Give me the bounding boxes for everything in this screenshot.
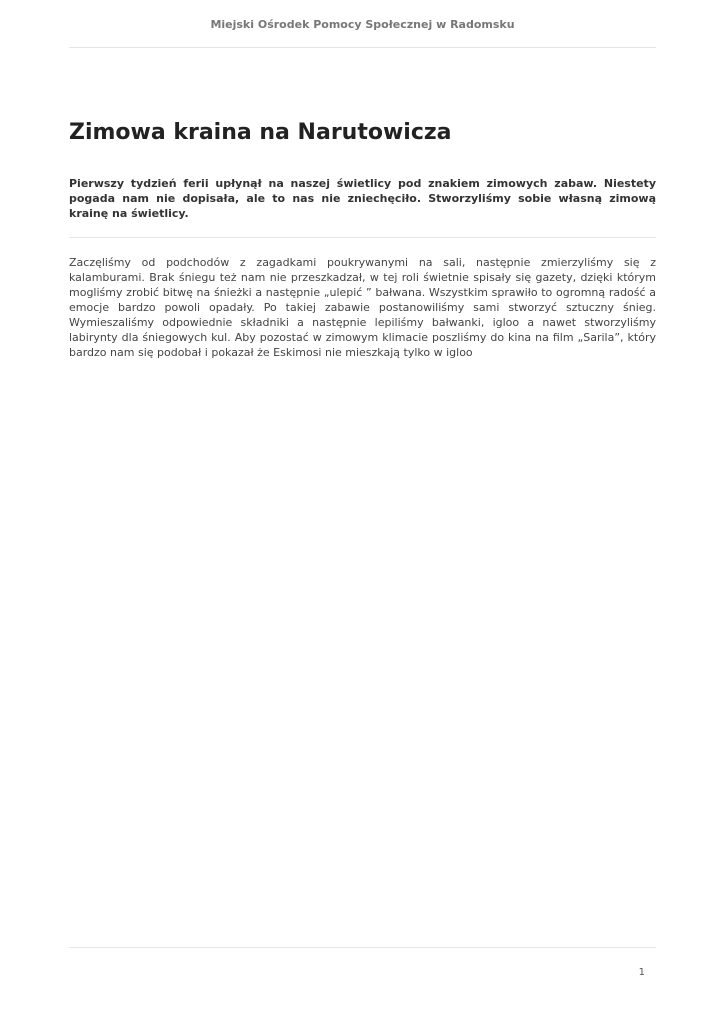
lead-divider: [69, 237, 656, 238]
article-title: Zimowa kraina na Narutowicza: [69, 120, 452, 145]
header-divider: [69, 47, 656, 48]
article-body: Zaczęliśmy od podchodów z zagadkami poukrywanymi na sali, następnie zmierzyliśmy się z kalamburami. Brak śniegu też nam nie przeszkadzał, w tej roli świetnie spisały się gazety, dzięki którym mogliśmy zrobić bitwę na śnieżki a następnie „ulepić ” bałwana. Wszystkim sprawiło to ogromną radość a emocje bardzo powoli opadały. Po takiej zabawie postanowiliśmy sami stworzyć sztuczny śnieg. Wymieszaliśmy odpowiednie składniki a następnie lepiliśmy bałwanki, igloo a nawet stworzyliśmy labirynty dla śniegowych kul. Aby pozostać w zimowym klimacie poszliśmy do kina na film „Sarila”, który bardzo nam się podobał i pokazał że Eskimosi nie mieszkają tylko w igloo: [69, 256, 656, 359]
footer-divider: [69, 947, 656, 948]
page-number: 1: [638, 967, 645, 978]
article-lead: Pierwszy tydzień ferii upłynął na naszej świetlicy pod znakiem zimowych zabaw. Niestety pogada nam nie dopisała, ale to nas nie zniechęciło. Stworzyliśmy sobie własną zimową krainę na świetlicy.: [69, 177, 656, 220]
page-header: Miejski Ośrodek Pomocy Społecznej w Radomsku: [210, 18, 515, 31]
